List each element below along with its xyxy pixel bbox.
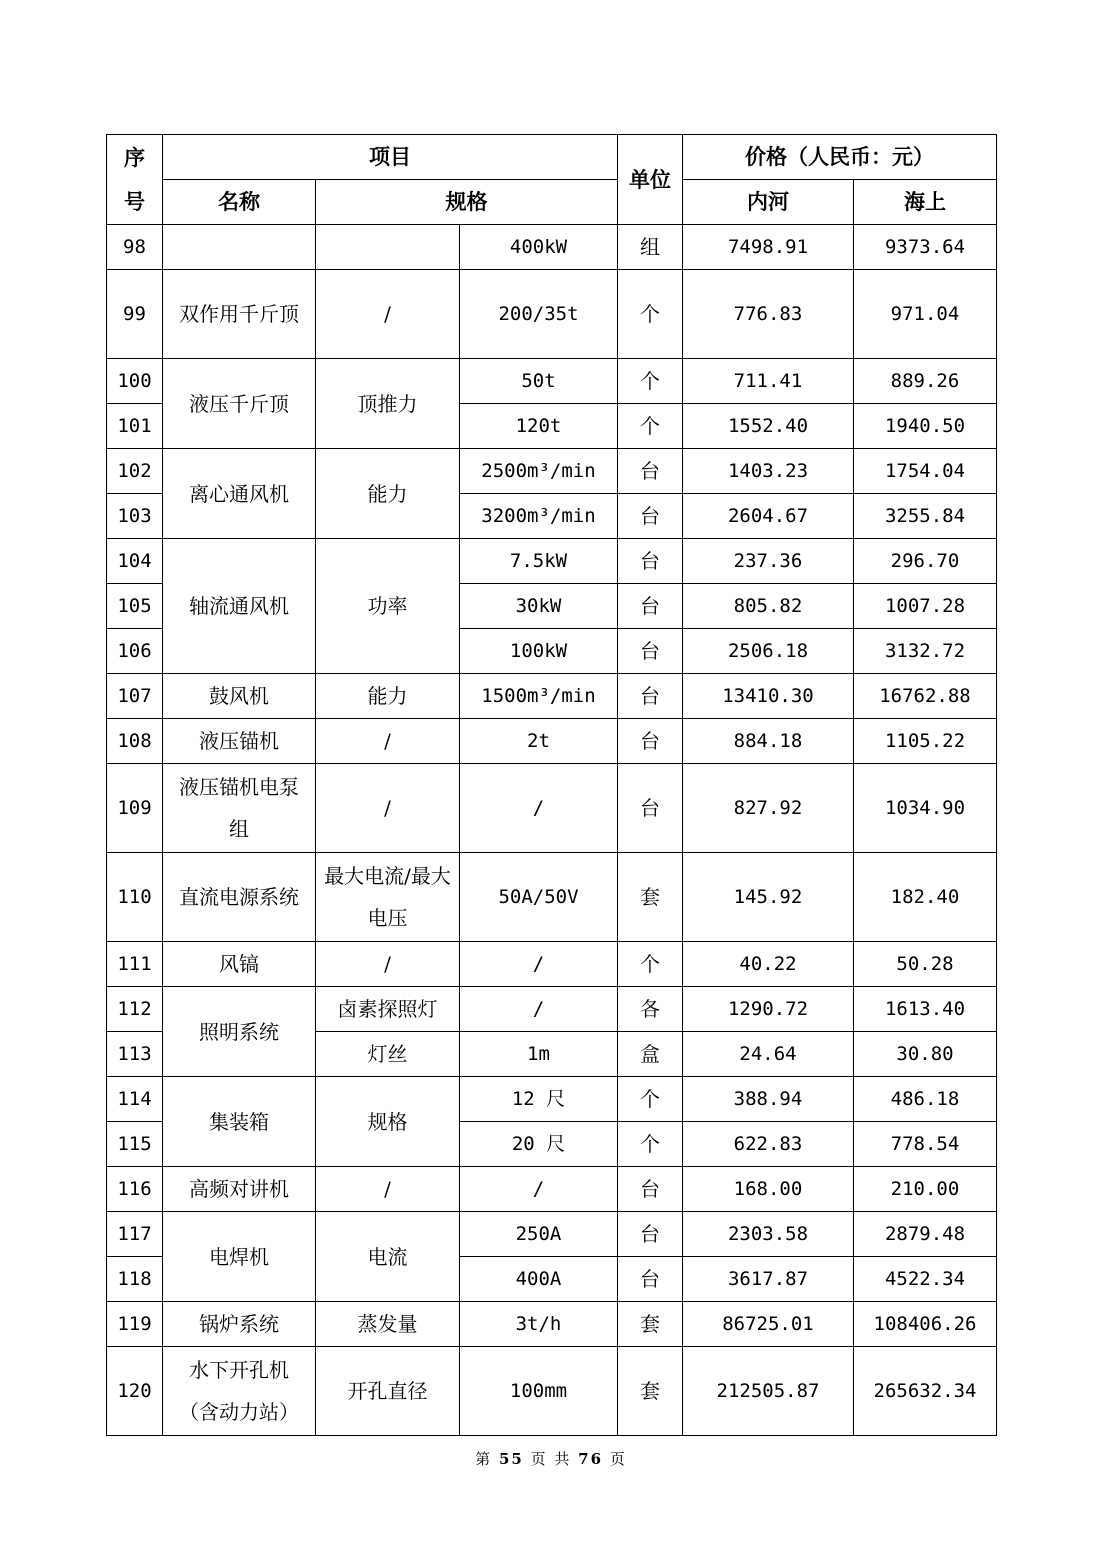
unit-header: 单位 <box>618 135 683 225</box>
item-name: 液压锚机 <box>163 719 316 764</box>
project-header: 项目 <box>163 135 618 180</box>
item-name: 锅炉系统 <box>163 1302 316 1347</box>
spec-header: 规格 <box>316 180 618 225</box>
offshore-price: 1754.04 <box>854 449 997 494</box>
inland-price: 237.36 <box>683 539 854 584</box>
spec-value: 400kW <box>460 225 618 270</box>
offshore-price: 9373.64 <box>854 225 997 270</box>
spec-type: 电流 <box>316 1212 460 1302</box>
spec-type: 开孔直径 <box>316 1347 460 1436</box>
spec-value: 100kW <box>460 629 618 674</box>
table-row <box>107 270 997 359</box>
table-row <box>107 719 997 764</box>
inland-price: 1552.40 <box>683 404 854 449</box>
inland-price: 212505.87 <box>683 1347 854 1436</box>
footer-suffix: 页 <box>609 1450 627 1468</box>
spec-value: 50t <box>460 359 618 404</box>
row-number: 101 <box>107 404 163 449</box>
unit: 台 <box>618 629 683 674</box>
spec-value: 2500m³/min <box>460 449 618 494</box>
row-number: 118 <box>107 1257 163 1302</box>
unit: 个 <box>618 359 683 404</box>
unit: 台 <box>618 494 683 539</box>
spec-value: 250A <box>460 1212 618 1257</box>
spec-value: 7.5kW <box>460 539 618 584</box>
offshore-price: 50.28 <box>854 942 997 987</box>
spec-value: 3t/h <box>460 1302 618 1347</box>
row-number: 108 <box>107 719 163 764</box>
inland-price: 711.41 <box>683 359 854 404</box>
spec-value: 400A <box>460 1257 618 1302</box>
page-footer <box>0 1448 1102 1469</box>
page-total: 76 <box>578 1450 604 1468</box>
offshore-price: 108406.26 <box>854 1302 997 1347</box>
row-number: 105 <box>107 584 163 629</box>
row-number: 102 <box>107 449 163 494</box>
unit: 个 <box>618 404 683 449</box>
inland-price: 805.82 <box>683 584 854 629</box>
table-row <box>107 1302 997 1347</box>
inland-price: 86725.01 <box>683 1302 854 1347</box>
spec-type: 灯丝 <box>316 1032 460 1077</box>
spec-type: 顶推力 <box>316 359 460 449</box>
unit: 个 <box>618 1077 683 1122</box>
table-row <box>107 1212 997 1257</box>
spec-type: / <box>316 1167 460 1212</box>
inland-price: 3617.87 <box>683 1257 854 1302</box>
offshore-price: 4522.34 <box>854 1257 997 1302</box>
unit: 台 <box>618 539 683 584</box>
inland-price: 1290.72 <box>683 987 854 1032</box>
offshore-price: 16762.88 <box>854 674 997 719</box>
spec-value: / <box>460 987 618 1032</box>
spec-type: 能力 <box>316 449 460 539</box>
spec-value: 3200m³/min <box>460 494 618 539</box>
table-row <box>107 674 997 719</box>
table-row <box>107 449 997 494</box>
inland-header: 内河 <box>683 180 854 225</box>
unit: 台 <box>618 449 683 494</box>
item-name <box>163 225 316 270</box>
table-row <box>107 942 997 987</box>
inland-price: 2303.58 <box>683 1212 854 1257</box>
item-name: 液压锚机电泵组 <box>163 764 316 853</box>
spec-value: 100mm <box>460 1347 618 1436</box>
row-number: 115 <box>107 1122 163 1167</box>
unit: 台 <box>618 764 683 853</box>
unit: 组 <box>618 225 683 270</box>
table-row <box>107 225 997 270</box>
spec-type: 规格 <box>316 1077 460 1167</box>
row-number: 117 <box>107 1212 163 1257</box>
spec-type: / <box>316 270 460 359</box>
spec-value: 12 尺 <box>460 1077 618 1122</box>
row-number: 120 <box>107 1347 163 1436</box>
spec-value: 2t <box>460 719 618 764</box>
offshore-price: 971.04 <box>854 270 997 359</box>
row-number: 104 <box>107 539 163 584</box>
unit: 套 <box>618 1302 683 1347</box>
inland-price: 2604.67 <box>683 494 854 539</box>
item-name: 双作用千斤顶 <box>163 270 316 359</box>
unit: 各 <box>618 987 683 1032</box>
name-header: 名称 <box>163 180 316 225</box>
unit: 台 <box>618 719 683 764</box>
offshore-price: 778.54 <box>854 1122 997 1167</box>
offshore-price: 1105.22 <box>854 719 997 764</box>
offshore-price: 182.40 <box>854 853 997 942</box>
unit: 个 <box>618 270 683 359</box>
item-name: 离心通风机 <box>163 449 316 539</box>
inland-price: 168.00 <box>683 1167 854 1212</box>
spec-value: / <box>460 764 618 853</box>
spec-type: / <box>316 942 460 987</box>
inland-price: 622.83 <box>683 1122 854 1167</box>
inland-price: 827.92 <box>683 764 854 853</box>
inland-price: 13410.30 <box>683 674 854 719</box>
row-number: 116 <box>107 1167 163 1212</box>
spec-value: 1500m³/min <box>460 674 618 719</box>
table-row <box>107 853 997 942</box>
unit: 套 <box>618 853 683 942</box>
inland-price: 7498.91 <box>683 225 854 270</box>
offshore-price: 3132.72 <box>854 629 997 674</box>
offshore-price: 486.18 <box>854 1077 997 1122</box>
unit: 台 <box>618 584 683 629</box>
table-row <box>107 1167 997 1212</box>
unit: 盒 <box>618 1032 683 1077</box>
spec-value: 20 尺 <box>460 1122 618 1167</box>
row-number: 110 <box>107 853 163 942</box>
spec-value: 1m <box>460 1032 618 1077</box>
offshore-price: 1034.90 <box>854 764 997 853</box>
unit: 个 <box>618 942 683 987</box>
offshore-price: 2879.48 <box>854 1212 997 1257</box>
spec-value: 30kW <box>460 584 618 629</box>
row-number: 109 <box>107 764 163 853</box>
item-name: 直流电源系统 <box>163 853 316 942</box>
row-number: 119 <box>107 1302 163 1347</box>
unit: 个 <box>618 1122 683 1167</box>
spec-type: 最大电流/最大电压 <box>316 853 460 942</box>
unit: 套 <box>618 1347 683 1436</box>
page-number: 55 <box>498 1450 524 1468</box>
spec-type: 蒸发量 <box>316 1302 460 1347</box>
row-number: 112 <box>107 987 163 1032</box>
table-row <box>107 987 997 1032</box>
inland-price: 40.22 <box>683 942 854 987</box>
item-name: 轴流通风机 <box>163 539 316 674</box>
spec-type: / <box>316 764 460 853</box>
item-name: 电焊机 <box>163 1212 316 1302</box>
spec-value: 200/35t <box>460 270 618 359</box>
offshore-price: 3255.84 <box>854 494 997 539</box>
spec-value: / <box>460 1167 618 1212</box>
price-table <box>106 134 997 1436</box>
footer-prefix: 第 <box>475 1450 493 1468</box>
row-number: 98 <box>107 225 163 270</box>
price-header: 价格（人民币：元） <box>683 135 997 180</box>
spec-value: / <box>460 942 618 987</box>
table-row <box>107 539 997 584</box>
item-name: 风镐 <box>163 942 316 987</box>
inland-price: 884.18 <box>683 719 854 764</box>
item-name: 高频对讲机 <box>163 1167 316 1212</box>
inland-price: 24.64 <box>683 1032 854 1077</box>
spec-type: / <box>316 719 460 764</box>
offshore-price: 30.80 <box>854 1032 997 1077</box>
offshore-price: 889.26 <box>854 359 997 404</box>
inland-price: 2506.18 <box>683 629 854 674</box>
table-row <box>107 1347 997 1436</box>
unit: 台 <box>618 1167 683 1212</box>
inland-price: 388.94 <box>683 1077 854 1122</box>
table-row <box>107 1077 997 1122</box>
inland-price: 145.92 <box>683 853 854 942</box>
row-number: 111 <box>107 942 163 987</box>
item-name: 水下开孔机（含动力站） <box>163 1347 316 1436</box>
footer-middle: 页 共 <box>530 1450 572 1468</box>
item-name: 鼓风机 <box>163 674 316 719</box>
offshore-price: 1007.28 <box>854 584 997 629</box>
offshore-price: 296.70 <box>854 539 997 584</box>
row-number: 113 <box>107 1032 163 1077</box>
spec-type <box>316 225 460 270</box>
offshore-price: 1613.40 <box>854 987 997 1032</box>
item-name: 集装箱 <box>163 1077 316 1167</box>
offshore-header: 海上 <box>854 180 997 225</box>
spec-value: 50A/50V <box>460 853 618 942</box>
spec-type: 能力 <box>316 674 460 719</box>
table-row <box>107 764 997 853</box>
offshore-price: 265632.34 <box>854 1347 997 1436</box>
seq-header: 序 号 <box>107 135 163 225</box>
offshore-price: 210.00 <box>854 1167 997 1212</box>
row-number: 99 <box>107 270 163 359</box>
table-row <box>107 359 997 404</box>
spec-value: 120t <box>460 404 618 449</box>
item-name: 液压千斤顶 <box>163 359 316 449</box>
spec-type: 卤素探照灯 <box>316 987 460 1032</box>
item-name: 照明系统 <box>163 987 316 1077</box>
row-number: 106 <box>107 629 163 674</box>
unit: 台 <box>618 674 683 719</box>
unit: 台 <box>618 1257 683 1302</box>
row-number: 103 <box>107 494 163 539</box>
row-number: 100 <box>107 359 163 404</box>
row-number: 107 <box>107 674 163 719</box>
inland-price: 776.83 <box>683 270 854 359</box>
row-number: 114 <box>107 1077 163 1122</box>
unit: 台 <box>618 1212 683 1257</box>
offshore-price: 1940.50 <box>854 404 997 449</box>
spec-type: 功率 <box>316 539 460 674</box>
inland-price: 1403.23 <box>683 449 854 494</box>
